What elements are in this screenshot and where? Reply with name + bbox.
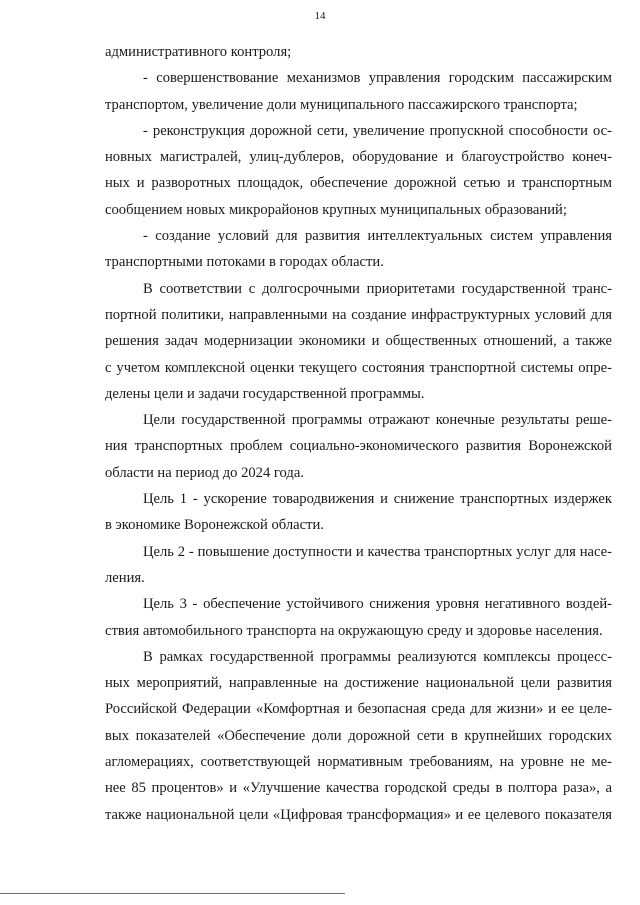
text-line: Цель 3 - обеспечение устойчивого снижения уровня негативного воздей- (143, 596, 612, 613)
text-line: транспортными потоками в городах области. (105, 254, 384, 271)
text-line: Российской Федерации «Комфортная и безопасная среда для жизни» и ее целе- (105, 701, 612, 718)
text-line: новных магистралей, улиц-дублеров, оборудование и благоустройство конеч- (105, 149, 612, 166)
text-line: с учетом комплексной оценки текущего состояния транспортной системы опре- (105, 359, 612, 376)
text-line: также национальной цели «Цифровая трансформация» и ее целевого показателя (105, 806, 612, 823)
text-line: - совершенствование механизмов управления городским пассажирским (143, 70, 612, 87)
text-line: Цель 2 - повышение доступности и качества транспортных услуг для насе- (143, 543, 612, 560)
body-text (105, 39, 612, 828)
text-line: ствия автомобильного транспорта на окружающую среду и здоровье населения. (105, 622, 603, 639)
text-line: решения задач модернизации экономики и общественных отношений, а также (105, 333, 612, 350)
text-line: агломерациях, соответствующей нормативным требованиям, на уровне не ме- (105, 754, 612, 771)
text-line: В рамках государственной программы реализуются комплексы процесс- (143, 648, 612, 665)
text-line: ных и разворотных площадок, обеспечение дорожной сетью и транспортным (105, 175, 612, 192)
text-line: Цель 1 - ускорение товародвижения и снижение транспортных издержек (143, 491, 612, 508)
text-line: делены цели и задачи государственной программы. (105, 385, 425, 402)
text-line: ных мероприятий, направленные на достижение национальной цели развития (105, 675, 612, 692)
page-number: 14 (314, 10, 326, 22)
text-line: транспортом, увеличение доли муниципального пассажирского транспорта; (105, 96, 578, 113)
text-line: в экономике Воронежской области. (105, 517, 324, 534)
text-line: ния транспортных проблем социально-экономического развития Воронежской (105, 438, 612, 455)
text-line: В соответствии с долгосрочными приоритетами государственной транс- (143, 280, 612, 297)
text-line: сообщением новых микрорайонов крупных муниципальных образований; (105, 201, 567, 218)
text-line: нее 85 процентов» и «Улучшение качества городской среды в полтора раза», а (105, 780, 612, 797)
text-line: ления. (105, 569, 145, 586)
text-line: вых показателей «Обеспечение доли дорожной сети в крупнейших городских (105, 727, 612, 744)
text-line: - реконструкция дорожной сети, увеличение пропускной способности ос- (143, 122, 612, 139)
text-line: - создание условий для развития интеллектуальных систем управления (143, 228, 612, 245)
text-line: портной политики, направленными на создание инфраструктурных условий для (105, 306, 612, 323)
text-line: Цели государственной программы отражают конечные результаты реше- (143, 412, 612, 429)
bottom-rule (0, 893, 345, 894)
text-line: области на период до 2024 года. (105, 464, 304, 481)
text-line: административного контроля; (105, 44, 292, 60)
